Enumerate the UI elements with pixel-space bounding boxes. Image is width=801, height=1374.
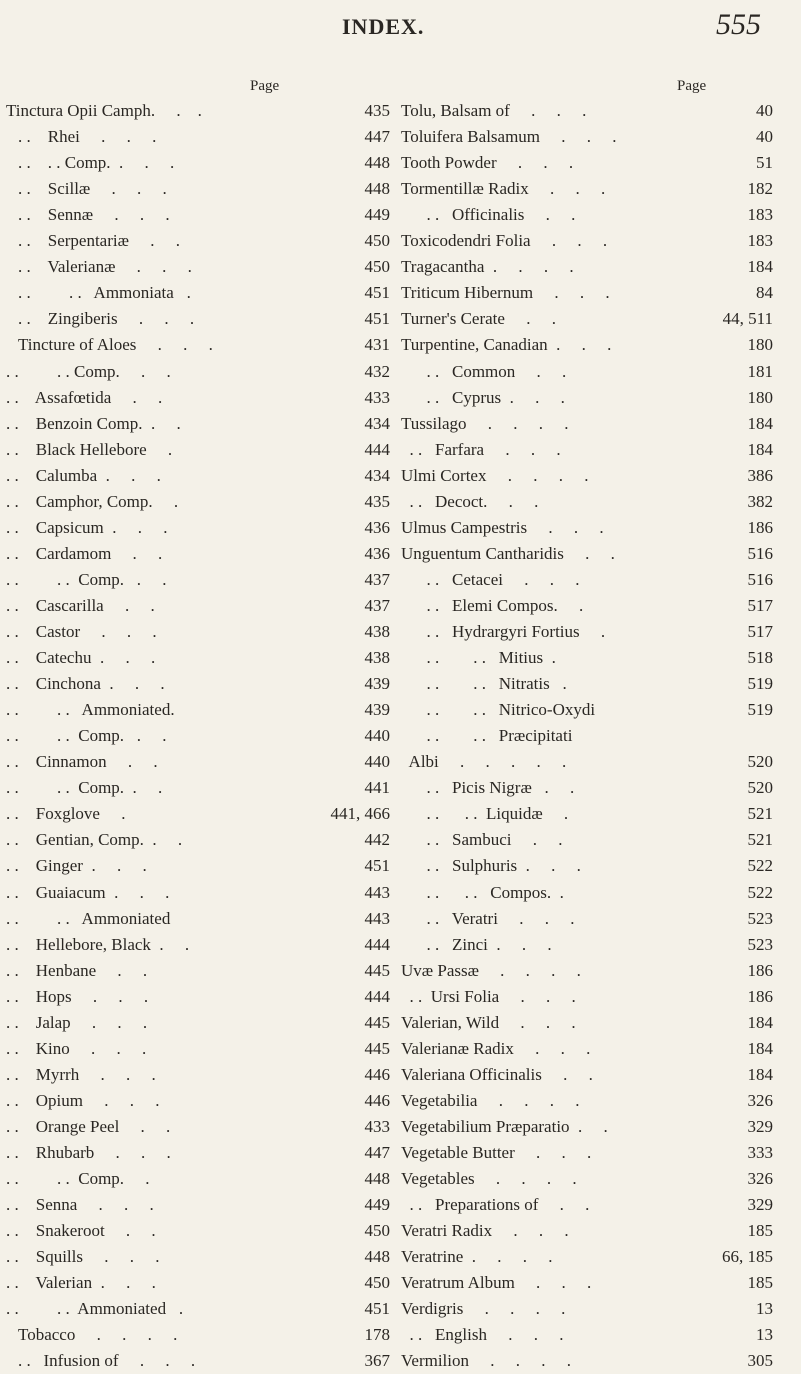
- index-entry: [395, 176, 785, 202]
- page-number: 555: [716, 8, 761, 41]
- index-entry-term: Uvæ Passæ . . . .: [401, 960, 581, 980]
- index-entry-term: . . . . Mitius .: [401, 648, 556, 668]
- index-entry-page: 305: [747, 1351, 773, 1371]
- index-entry-term: . . . . Comp. . .: [6, 361, 171, 381]
- index-entry: [0, 827, 390, 853]
- index-entry-term: . . Camphor, Comp. .: [6, 491, 179, 511]
- index-entry-term: . . Opium . . .: [6, 1090, 160, 1110]
- index-entry-term: . . Squills . . .: [6, 1247, 160, 1267]
- index-entry-page: 443: [364, 908, 390, 928]
- index-entry: [0, 1348, 390, 1374]
- index-entry-term: . . Foxglove .: [6, 804, 126, 824]
- index-entry: [0, 645, 390, 671]
- index-entry: [0, 176, 390, 202]
- index-entry-term: . . Ursi Folia . . .: [401, 986, 576, 1006]
- index-entry-term: Valerian, Wild . . .: [401, 1012, 576, 1032]
- index-entry: [395, 98, 785, 124]
- index-entry-term: . . Cyprus . . .: [401, 387, 565, 407]
- index-entry: [0, 463, 390, 489]
- index-entry-page: 326: [747, 1169, 773, 1189]
- index-entry: [0, 1322, 390, 1348]
- index-entry-term: . . Hydrargyri Fortius .: [401, 622, 606, 641]
- index-entry: [395, 280, 785, 306]
- index-entry-page: 522: [747, 856, 773, 876]
- index-entry: [0, 359, 390, 385]
- index-entry-page: 333: [747, 1143, 773, 1162]
- index-entry-page: 367: [364, 1351, 390, 1371]
- index-entry-term: . . Orange Peel . .: [6, 1116, 171, 1136]
- index-entry-page: 184: [747, 413, 773, 433]
- index-entry-term: . . Benzoin Comp. . .: [6, 413, 181, 433]
- index-entry: [0, 489, 390, 515]
- index-entry: [395, 411, 785, 437]
- index-entry-page: 185: [747, 1221, 773, 1241]
- index-entry-term: . . Myrrh . . .: [6, 1064, 156, 1084]
- index-entry: [395, 254, 785, 280]
- index-entry: [0, 1140, 390, 1166]
- index-entry: [395, 1244, 785, 1270]
- index-entry: [0, 515, 390, 541]
- index-entry-term: Tussilago . . . .: [401, 413, 569, 433]
- index-entry-page: 522: [747, 882, 773, 902]
- index-entry-term: Tooth Powder . . .: [401, 153, 574, 173]
- index-entry-term: Turner's Cerate . .: [401, 309, 556, 329]
- index-entry: [395, 1166, 785, 1192]
- index-entry: [0, 1062, 390, 1088]
- index-entry-page: 438: [364, 622, 390, 641]
- index-entry-term: Vegetables . . . .: [401, 1169, 577, 1189]
- index-entry: [0, 801, 390, 827]
- index-entry-term: Tormentillæ Radix . . .: [401, 179, 606, 199]
- index-entry: [0, 1114, 390, 1140]
- index-entry-term: . . Elemi Compos. .: [401, 595, 584, 615]
- index-entry: [0, 749, 390, 775]
- index-entry-term: . . Picis Nigræ . .: [401, 778, 575, 798]
- index-entry-page: 386: [747, 465, 773, 485]
- index-entry-page: 382: [747, 491, 773, 511]
- index-entry-term: . . Common . .: [401, 361, 567, 381]
- index-entry: [0, 906, 390, 932]
- index-entry-page: 180: [747, 335, 773, 355]
- index-entry-term: . . Rhei . . .: [18, 127, 157, 147]
- index-entry-page: 184: [747, 1038, 773, 1058]
- index-entry: [0, 619, 390, 645]
- index-entry-page: 447: [364, 127, 390, 147]
- index-entry: [395, 880, 785, 906]
- index-entry-page: 442: [364, 830, 390, 850]
- index-entry: [395, 749, 785, 775]
- index-entry-page: 183: [747, 231, 773, 251]
- index-entry: [0, 723, 390, 749]
- index-entry-term: . . Kino . . .: [6, 1038, 147, 1058]
- index-entry: [395, 489, 785, 515]
- index-entry: [395, 567, 785, 593]
- index-entry-page: 444: [364, 986, 390, 1006]
- index-entry: [0, 593, 390, 619]
- index-entry-term: . . . . Nitratis .: [401, 674, 567, 694]
- index-entry-page: 451: [364, 309, 390, 329]
- index-entry: [0, 697, 390, 723]
- index-entry-page: 450: [364, 231, 390, 251]
- index-entry: [395, 853, 785, 879]
- index-entry-page: 519: [747, 674, 773, 694]
- index-entry-term: . . Officinalis . .: [401, 205, 576, 225]
- index-entry-page: 444: [364, 934, 390, 954]
- index-entry-term: Tincture of Aloes . . .: [18, 335, 213, 355]
- index-entry: [395, 906, 785, 932]
- index-entry-page: 447: [364, 1143, 390, 1162]
- index-entry-term: . . Jalap . . .: [6, 1012, 148, 1032]
- index-entry: [395, 1140, 785, 1166]
- index-entry: [395, 463, 785, 489]
- index-entry-term: . . Zingiberis . . .: [18, 309, 195, 329]
- index-entry: [0, 437, 390, 463]
- index-entry-page: 450: [364, 1273, 390, 1293]
- index-entry: [0, 1244, 390, 1270]
- index-entry-term: Tragacantha . . . .: [401, 257, 574, 277]
- page-column-label: Page: [250, 78, 280, 94]
- index-entry-page: 518: [747, 648, 773, 668]
- index-entry: [395, 150, 785, 176]
- index-entry-term: Tobacco . . . .: [18, 1325, 178, 1345]
- index-entry-term: . . Sambuci . .: [401, 830, 563, 850]
- index-entry-term: . . Rhubarb . . .: [6, 1143, 171, 1162]
- index-entry: [0, 1036, 390, 1062]
- index-entry-term: . . Gentian, Comp. . .: [6, 830, 183, 850]
- index-entry-page: 448: [364, 153, 390, 173]
- index-entry-page: 517: [747, 595, 773, 615]
- index-entry: [395, 1088, 785, 1114]
- index-entry: [395, 1348, 785, 1374]
- index-entry: [395, 515, 785, 541]
- index-entry: [0, 567, 390, 593]
- index-entry-term: Ulmi Cortex . . . .: [401, 465, 589, 485]
- index-entry: [395, 775, 785, 801]
- index-entry: [395, 1270, 785, 1296]
- index-entry-term: . . Capsicum . . .: [6, 517, 168, 537]
- index-entry-term: . . Cetacei . . .: [401, 569, 580, 589]
- index-entry-page: 451: [364, 856, 390, 876]
- index-entry-page: 326: [747, 1090, 773, 1110]
- index-entry-page: 446: [364, 1090, 390, 1110]
- index-entry-page: 329: [747, 1116, 773, 1136]
- index-entry-term: . . Decoct. . .: [401, 491, 539, 511]
- index-entry-page: 440: [364, 752, 390, 772]
- index-entry-page: 523: [747, 934, 773, 954]
- index-entry-page: 438: [364, 648, 390, 668]
- index-entry-term: Valerianæ Radix . . .: [401, 1038, 591, 1058]
- index-entry-page: 51: [756, 153, 773, 173]
- index-entry: [395, 1218, 785, 1244]
- index-entry: [0, 1270, 390, 1296]
- index-entry-term: . . Cardamom . .: [6, 543, 163, 563]
- index-entry-page: 435: [364, 101, 390, 120]
- index-entry-page: 520: [747, 778, 773, 798]
- index-entry-term: . . Ginger . . .: [6, 856, 147, 876]
- index-entry-page: 435: [364, 491, 390, 511]
- index-entry: [0, 306, 390, 332]
- index-entry: [395, 645, 785, 671]
- index-entry-page: 433: [364, 387, 390, 407]
- index-entry-page: 432: [364, 361, 390, 381]
- index-entry: [0, 280, 390, 306]
- index-entry-term: . . Cinchona . . .: [6, 674, 165, 694]
- index-entry: [395, 723, 785, 749]
- index-entry-page: 449: [364, 205, 390, 225]
- index-entry-page: 186: [747, 986, 773, 1006]
- index-entry-term: . . . . Compos. .: [401, 882, 564, 902]
- index-entry-page: 439: [364, 674, 390, 694]
- index-entry: [0, 984, 390, 1010]
- index-entry-page: 180: [747, 387, 773, 407]
- index-entry-term: . . Farfara . . .: [401, 439, 561, 459]
- index-entry: [0, 853, 390, 879]
- index-entry-term: . . Valerianæ . . .: [18, 257, 192, 277]
- index-entry: [395, 1114, 785, 1140]
- index-entry: [0, 1296, 390, 1322]
- index-entry-term: . . Senna . . .: [6, 1195, 154, 1215]
- index-entry-page: 13: [756, 1299, 773, 1319]
- index-entry-term: Albi . . . . .: [401, 752, 567, 772]
- index-entry-page: 445: [364, 1038, 390, 1058]
- index-entry-page: 523: [747, 908, 773, 928]
- index-entry: [0, 1088, 390, 1114]
- index-entry-term: . . . . Ammoniated .: [6, 1299, 184, 1319]
- index-entry-page: 448: [364, 1247, 390, 1267]
- index-entry-page: 186: [747, 960, 773, 980]
- index-entry: [395, 671, 785, 697]
- index-entry-term: . . Guaiacum . . .: [6, 882, 170, 902]
- index-entry-term: . . Serpentariæ . .: [18, 231, 180, 251]
- index-entry-term: Vegetabilium Præparatio . .: [401, 1116, 608, 1136]
- index-entry-term: . . . . Comp. .: [6, 1169, 150, 1189]
- index-entry: [0, 411, 390, 437]
- index-entry-term: Vegetabilia . . . .: [401, 1090, 580, 1110]
- index-entry-page: 178: [364, 1325, 390, 1345]
- index-entry: [0, 1218, 390, 1244]
- index-entry-page: 40: [756, 127, 773, 147]
- index-entry-page: 521: [747, 804, 773, 824]
- index-entry-page: 184: [747, 257, 773, 277]
- index-entry-term: . . . . Ammoniated.: [6, 700, 175, 720]
- index-entry-page: 436: [364, 543, 390, 563]
- index-entry: [395, 1296, 785, 1322]
- index-entry: [395, 124, 785, 150]
- index-entry-page: 184: [747, 439, 773, 459]
- index-entry: [395, 801, 785, 827]
- index-entry-page: 183: [747, 205, 773, 225]
- index-entry-term: . . Calumba . . .: [6, 465, 161, 485]
- index-entry-term: . . Snakeroot . .: [6, 1221, 156, 1241]
- index-entry-term: . . Cascarilla . .: [6, 595, 155, 615]
- index-entry-term: Vegetable Butter . . .: [401, 1143, 592, 1162]
- index-entry: [395, 385, 785, 411]
- index-entry-term: Vermilion . . . .: [401, 1351, 571, 1371]
- index-entry-term: . . Cinnamon . .: [6, 752, 158, 772]
- index-entry-page: 519: [747, 700, 773, 720]
- index-entry-page: 437: [364, 569, 390, 589]
- index-entry: [0, 1192, 390, 1218]
- index-entry-term: . . Catechu . . .: [6, 648, 156, 668]
- index-entry-term: . . Preparations of . .: [401, 1195, 590, 1215]
- index-entry: [395, 202, 785, 228]
- index-entry-term: . . Hellebore, Black . .: [6, 934, 190, 954]
- index-entry: [395, 332, 785, 358]
- index-entry: [0, 1010, 390, 1036]
- index-entry-term: . . . . Liquidæ .: [401, 804, 569, 824]
- index-entry-page: 441, 466: [330, 804, 390, 824]
- index-entry: [0, 150, 390, 176]
- index-entry-term: . . English . . .: [401, 1325, 564, 1345]
- index-entry: [0, 228, 390, 254]
- index-entry: [395, 984, 785, 1010]
- index-entry-term: . . Henbane . .: [6, 960, 148, 980]
- index-entry-page: 450: [364, 1221, 390, 1241]
- index-entry-term: Toxicodendri Folia . . .: [401, 231, 608, 251]
- index-entry-term: . . Hops . . .: [6, 986, 149, 1006]
- index-entry-page: 66, 185: [722, 1247, 773, 1267]
- index-entry-page: 185: [747, 1273, 773, 1293]
- index-entry-term: . . . . Comp. . . .: [18, 153, 175, 173]
- index-entry-page: 441: [364, 778, 390, 798]
- index-entry-term: . . . . Comp. . .: [6, 726, 167, 746]
- index-entry-term: Tinctura Opii Camph. . .: [6, 101, 202, 120]
- index-entry-term: . . Valerian . . .: [6, 1273, 156, 1293]
- index-entry-page: 437: [364, 595, 390, 615]
- index-entry-term: . . . . Ammoniated: [6, 908, 171, 928]
- index-entry: [0, 932, 390, 958]
- index-entry-page: 448: [364, 1169, 390, 1189]
- index-entry-term: . . Castor . . .: [6, 622, 157, 641]
- index-entry-page: 436: [364, 517, 390, 537]
- index-entry: [395, 593, 785, 619]
- index-entry: [0, 98, 390, 124]
- index-entry-page: 181: [747, 361, 773, 381]
- index-entry-term: . . Sennæ . . .: [18, 205, 170, 225]
- index-entry: [0, 880, 390, 906]
- index-entry-term: Unguentum Cantharidis . .: [401, 543, 615, 563]
- index-entry-term: Veratri Radix . . .: [401, 1221, 569, 1241]
- index-entry-term: . . Sulphuris . . .: [401, 856, 581, 876]
- page-header: [0, 8, 801, 48]
- index-entry: [0, 958, 390, 984]
- index-entry: [395, 619, 785, 645]
- index-entry-page: 44, 511: [722, 309, 773, 329]
- index-entry: [395, 1062, 785, 1088]
- index-entry-term: Ulmus Campestris . . .: [401, 517, 604, 537]
- index-entry-page: 84: [756, 283, 773, 303]
- index-entry-page: 449: [364, 1195, 390, 1215]
- index-entry-page: 186: [747, 517, 773, 537]
- index-entry-term: Veratrine . . . .: [401, 1247, 553, 1267]
- index-entry-term: Triticum Hibernum . . .: [401, 283, 610, 303]
- index-entry-page: 451: [364, 1299, 390, 1319]
- index-entry: [395, 958, 785, 984]
- index-entry-term: . . . . Comp. . .: [6, 778, 163, 798]
- index-entry: [395, 1322, 785, 1348]
- index-entry-term: . . . . Nitrico-Oxydi: [401, 700, 596, 720]
- index-entry-page: 40: [756, 101, 773, 120]
- index-entry-term: Toluifera Balsamum . . .: [401, 127, 617, 147]
- index-entry-page: 444: [364, 439, 390, 459]
- index-entry-term: . . Assafœtida . .: [6, 387, 163, 407]
- index-entry-term: Verdigris . . . .: [401, 1299, 566, 1319]
- index-entry-page: 445: [364, 960, 390, 980]
- index-entry-page: 431: [364, 335, 390, 355]
- index-entry: [0, 202, 390, 228]
- index-entry-term: Veratrum Album . . .: [401, 1273, 592, 1293]
- index-entry-term: . . . . Ammoniata .: [18, 283, 191, 303]
- index-entry-page: 520: [747, 752, 773, 772]
- index-entry: [395, 1192, 785, 1218]
- index-entry: [395, 1010, 785, 1036]
- index-entry-page: 440: [364, 726, 390, 746]
- index-entry: [0, 254, 390, 280]
- index-entry-term: . . Infusion of . . .: [18, 1351, 196, 1371]
- index-entry-page: 433: [364, 1116, 390, 1136]
- index-entry: [395, 228, 785, 254]
- index-entry-page: 434: [364, 465, 390, 485]
- index-entry-page: 451: [364, 283, 390, 303]
- index-entry-page: 517: [747, 622, 773, 641]
- index-entry-page: 13: [756, 1325, 773, 1345]
- index-entry: [395, 827, 785, 853]
- index-entry-page: 446: [364, 1064, 390, 1084]
- index-entry-term: Tolu, Balsam of . . .: [401, 101, 587, 120]
- index-entry-page: 439: [364, 700, 390, 720]
- index-entry: [0, 1166, 390, 1192]
- index-entry-page: 329: [747, 1195, 773, 1215]
- running-title: INDEX.: [342, 14, 425, 39]
- index-entry-page: 184: [747, 1012, 773, 1032]
- index-entry-term: Valeriana Officinalis . .: [401, 1064, 593, 1084]
- index-entry-page: 443: [364, 882, 390, 902]
- index-entry: [395, 697, 785, 723]
- index-entry-term: . . . . Comp. . .: [6, 569, 167, 589]
- index-entry: [395, 437, 785, 463]
- index-entry-term: Turpentine, Canadian . . .: [401, 335, 612, 355]
- page-column-label: Page: [677, 78, 707, 94]
- index-entry: [0, 541, 390, 567]
- index-entry: [395, 541, 785, 567]
- index-entry-page: 434: [364, 413, 390, 433]
- index-entry-term: . . . . Præcipitati: [401, 726, 573, 746]
- index-entry-term: . . Scillæ . . .: [18, 179, 167, 199]
- index-entry-page: 516: [747, 569, 773, 589]
- index-entry-term: . . Zinci . . .: [401, 934, 552, 954]
- index-entry-page: 521: [747, 830, 773, 850]
- index-entry-page: 448: [364, 179, 390, 199]
- index-entry: [0, 124, 390, 150]
- index-entry: [395, 359, 785, 385]
- index-entry: [0, 332, 390, 358]
- index-entry-term: . . Black Hellebore .: [6, 439, 173, 459]
- index-entry-page: 182: [747, 179, 773, 199]
- index-entry-page: 516: [747, 543, 773, 563]
- index-entry-page: 445: [364, 1012, 390, 1032]
- index-entry: [395, 932, 785, 958]
- index-entry: [0, 775, 390, 801]
- index-entry-term: . . Veratri . . .: [401, 908, 575, 928]
- index-entry: [0, 385, 390, 411]
- index-entry-page: 184: [747, 1064, 773, 1084]
- index-entry-page: 450: [364, 257, 390, 277]
- index-entry: [395, 306, 785, 332]
- index-entry: [395, 1036, 785, 1062]
- index-entry: [0, 671, 390, 697]
